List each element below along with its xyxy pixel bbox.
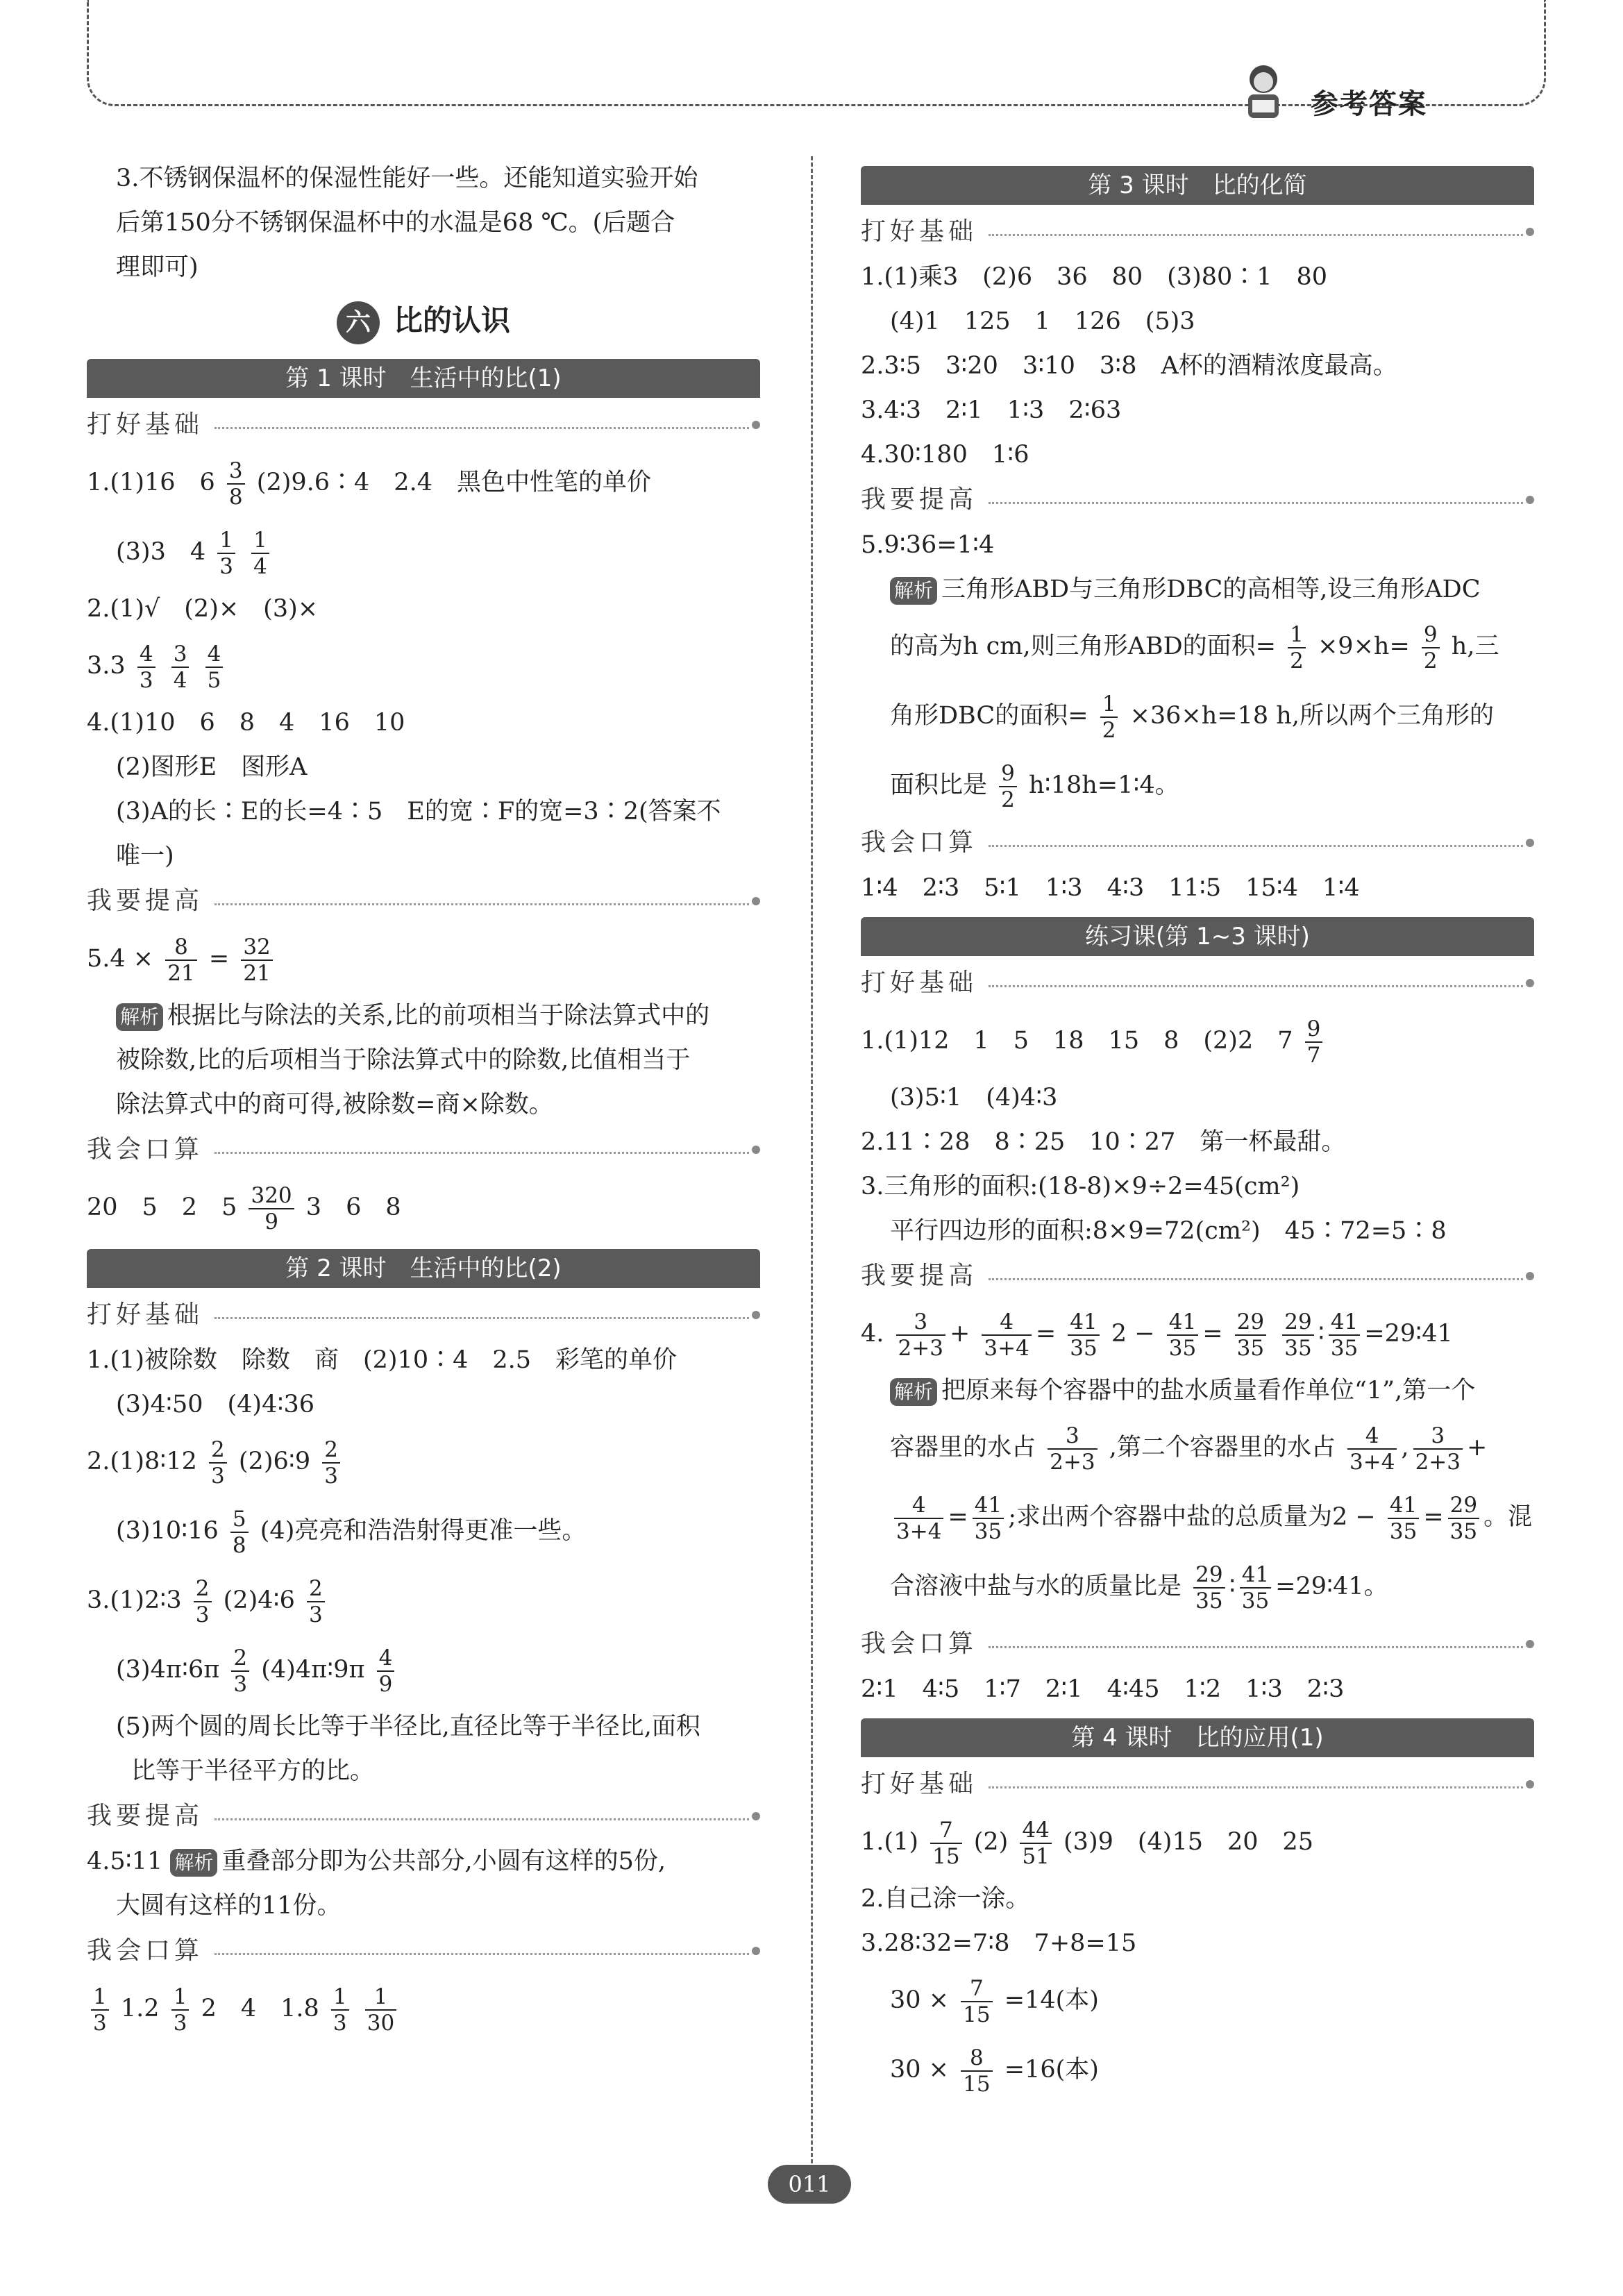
answer-line: 3.(1)2∶3 $\frac{2}{3}$ (2)4∶6 $\frac{2}{3}$ xyxy=(87,1566,760,1635)
explanation-line: 除法算式中的商可得,被除数=商×除数。 xyxy=(116,1091,553,1118)
answer-line: 2.自己涂一涂。 xyxy=(861,1885,1030,1913)
answer-line: 2.11∶28 8∶25 10∶27 第一杯最甜。 xyxy=(861,1128,1346,1156)
lesson-banner: 第 1 课时 生活中的比(1) xyxy=(87,359,760,398)
section-header: 打好基础 xyxy=(87,1292,760,1338)
lesson-banner: 第 3 课时 比的化简 xyxy=(861,166,1534,205)
explanation-line: 容器里的水占 $\frac{3}{2+3}$ ,第二个容器里的水占 $\frac{4}{3+4}$ , $\frac{3}{2+3}$ + xyxy=(890,1423,1488,1475)
answer-line: 2.3∶5 3∶20 3∶10 3∶8 A杯的酒精浓度最高。 xyxy=(861,352,1397,380)
section-header: 打好基础 xyxy=(861,1761,1534,1807)
answer-line: (3)A的长∶E的长=4∶5 E的宽∶F的宽=3∶2(答案不 xyxy=(116,798,721,826)
explanation-line: 合溶液中盐与水的质量比是 $\frac{29}{35}$ ∶ $\frac{41}{35}$ =29∶41。 xyxy=(890,1561,1388,1614)
left-column xyxy=(87,156,760,2043)
section-header: 我会口算 xyxy=(87,1928,760,1974)
answer-line: 5.4 × $\frac{8}{21}$ = $\frac{32}{21}$ xyxy=(87,924,760,994)
answer-line: 唯一) xyxy=(116,842,174,870)
explanation-line: $\frac{4}{3+4}$ = $\frac{41}{35}$ ;求出两个容器中盐的总质量为2 − $\frac{41}{35}$ = $\frac{29}{35}$ 。混 xyxy=(861,1482,1534,1552)
explanation-line: 解析 三角形ABD与三角形DBC的高相等,设三角形ADC xyxy=(861,567,1534,612)
mascot-icon xyxy=(1236,61,1291,124)
text-line: 后第150分不锈钢保温杯中的水温是68 ℃。(后题合 xyxy=(116,209,675,237)
answer-line: (2)图形E 图形A xyxy=(116,753,308,781)
answer-line: 3.3 $\frac{4}{3}$ $\frac{3}{4}$ $\frac{4}{5}$ xyxy=(87,631,760,701)
answer-line: (4)1 125 1 126 (5)3 xyxy=(890,308,1195,335)
analysis-tag: 解析 xyxy=(116,1003,163,1031)
column-divider xyxy=(811,156,813,2170)
chapter-title xyxy=(87,290,760,352)
answer-line: 4.30∶180 1∶6 xyxy=(861,441,1029,469)
answer-line: 比等于半径平方的比。 xyxy=(131,1757,375,1785)
explanation-line: 解析 根据比与除法的关系,比的前项相当于除法算式中的 xyxy=(87,994,760,1038)
answer-line: 1.(1)被除数 除数 商 (2)10∶4 2.5 彩笔的单价 xyxy=(87,1346,678,1374)
text-line: 3.不锈钢保温杯的保湿性能好一些。还能知道实验开始 xyxy=(116,165,698,192)
answer-line: 4.5∶11 解析 重叠部分即为公共部分,小圆有这样的5份, xyxy=(87,1847,666,1875)
explanation-line: 的高为h cm,则三角形ABD的面积= $\frac{1}{2}$ ×9×h= $\frac{9}{2}$ h,三 xyxy=(890,621,1499,673)
section-header: 打好基础 xyxy=(861,960,1534,1006)
section-header: 打好基础 xyxy=(87,402,760,448)
text-line: 理即可) xyxy=(116,253,199,281)
answer-line: 1.(1)乘3 (2)6 36 80 (3)80∶1 80 xyxy=(861,263,1328,291)
explanation-line: 被除数,比的后项相当于除法算式中的除数,比值相当于 xyxy=(116,1046,691,1074)
right-column xyxy=(861,156,1534,2104)
section-header: 我会口算 xyxy=(87,1127,760,1173)
oral-line: 20 5 2 5 $\frac{320}{9}$ 3 6 8 xyxy=(87,1182,401,1234)
answer-line: 5.9∶36=1∶4 xyxy=(861,531,995,559)
analysis-tag: 解析 xyxy=(890,1378,937,1406)
answer-line: (3)4∶50 (4)4∶36 xyxy=(116,1391,314,1418)
explanation-line: 角形DBC的面积= $\frac{1}{2}$ ×36×h=18 h,所以两个三角形的 xyxy=(890,691,1494,743)
answer-line: (3)4π∶6π $\frac{2}{3}$ (4)4π∶9π $\frac{4}{9}$ xyxy=(87,1635,760,1704)
explanation-line: 面积比是 $\frac{9}{2}$ h∶18h=1∶4。 xyxy=(890,760,1179,812)
chapter-name: 比的认识 xyxy=(393,303,510,337)
header-title: 参考答案 xyxy=(1311,88,1427,120)
lesson-banner: 第 4 课时 比的应用(1) xyxy=(861,1718,1534,1757)
answer-line: (3)3 4 $\frac{1}{3}$ $\frac{1}{4}$ xyxy=(87,517,760,587)
answer-line: 1.(1)12 1 5 18 15 8 (2)2 7 $\frac{9}{7}$ xyxy=(861,1006,1534,1075)
section-header: 我会口算 xyxy=(861,1621,1534,1667)
lesson-banner: 第 2 课时 生活中的比(2) xyxy=(87,1249,760,1288)
answer-line: 2.(1)√ (2)× (3)× xyxy=(87,595,319,623)
answer-line: 30 × $\frac{7}{15}$ =14(本) xyxy=(890,1975,1099,2027)
oral-line: 1∶4 2∶3 5∶1 1∶3 4∶3 11∶5 15∶4 1∶4 xyxy=(861,874,1360,902)
lesson-banner: 练习课(第 1~3 课时) xyxy=(861,917,1534,956)
answer-line: (5)两个圆的周长比等于半径比,直径比等于半径比,面积 xyxy=(116,1713,700,1741)
answer-line: 1.(1)16 6 $\frac{3}{8}$ (2)9.6∶4 2.4 黑色中性笔的单价 xyxy=(87,458,651,510)
answer-line: 4.(1)10 6 8 4 16 10 xyxy=(87,709,405,737)
answer-line: 3.28∶32=7∶8 7+8=15 xyxy=(861,1929,1137,1957)
section-header: 我要提高 xyxy=(87,878,760,924)
answer-line: 30 × $\frac{8}{15}$ =16(本) xyxy=(890,2045,1099,2097)
page-number: 011 xyxy=(768,2165,851,2204)
explanation-line: 解析 把原来每个容器中的盐水质量看作单位“1”,第一个 xyxy=(861,1368,1534,1413)
answer-line: 平行四边形的面积:8×9=72(cm²) 45∶72=5∶8 xyxy=(890,1217,1447,1245)
answer-line: 2.(1)8∶12 $\frac{2}{3}$ (2)6∶9 $\frac{2}{3}$ xyxy=(87,1427,760,1496)
chapter-number: 六 xyxy=(337,301,380,344)
answer-line: 3.三角形的面积:(18-8)×9÷2=45(cm²) xyxy=(861,1173,1300,1200)
oral-line: $\frac{1}{3}$ 1.2 $\frac{1}{3}$ 2 4 1.8 $\frac{1}{3}$ $\frac{1}{30}$ xyxy=(87,1974,760,2043)
section-header: 我要提高 xyxy=(861,477,1534,523)
answer-line: 3.4∶3 2∶1 1∶3 2∶63 xyxy=(861,396,1122,424)
section-header: 我要提高 xyxy=(87,1793,760,1839)
section-header: 我会口算 xyxy=(861,820,1534,866)
explanation-line: 大圆有这样的11份。 xyxy=(116,1892,342,1920)
answer-line: 4. $\frac{3}{2+3}$ + $\frac{4}{3+4}$ = $\frac{41}{35}$ 2 − $\frac{41}{35}$ = $\frac{29}{35}$ $\frac{29}{35}$ ∶ $\frac{41}{35}$ =29∶41 xyxy=(861,1309,1453,1361)
answer-line: (3)5∶1 (4)4∶3 xyxy=(890,1084,1058,1112)
oral-line: 2∶1 4∶5 1∶7 2∶1 4∶45 1∶2 1∶3 2∶3 xyxy=(861,1675,1345,1703)
answer-line: 1.(1) $\frac{7}{15}$ (2) $\frac{44}{51}$ (3)9 (4)15 20 25 xyxy=(861,1817,1314,1869)
analysis-tag: 解析 xyxy=(170,1849,217,1877)
fraction: $\frac{3}{8}$ xyxy=(227,458,245,510)
answer-line: (3)10∶16 $\frac{5}{8}$ (4)亮亮和浩浩射得更准一些。 xyxy=(116,1506,587,1558)
analysis-tag: 解析 xyxy=(890,577,937,605)
section-header: 我要提高 xyxy=(861,1253,1534,1299)
section-header: 打好基础 xyxy=(861,209,1534,255)
